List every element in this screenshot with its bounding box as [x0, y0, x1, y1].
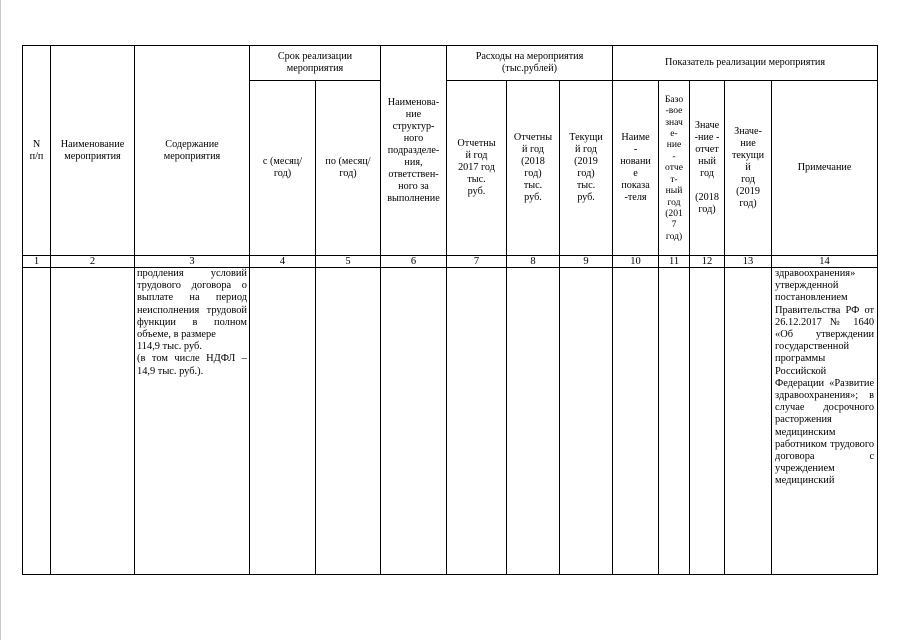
- header-expenses-2018: Отчетны й год (2018 год) тыс. руб.: [507, 81, 560, 256]
- header-indicator-2019: Значе- ние текущи й год (2019 год): [725, 81, 772, 256]
- header-measure-name: Наименование мероприятия: [51, 46, 135, 256]
- header-indicator-group: Показатель реализации мероприятия: [613, 46, 878, 81]
- header-term-from: с (месяц/ год): [250, 81, 316, 256]
- cell-note: здравоохранения» утвержденной постановлением Правительства РФ от 26.12.2017 № 1640 «Об утверждении государственной программы Российской Федерации «Развитие здравоохранения»; в случае досрочного расторжения медицинским работником трудового договора с учреждением медицинский: [772, 268, 878, 575]
- column-number: 7: [447, 256, 507, 268]
- header-responsible: Наименова- ние структур- ного подразделе- ния, ответствен- ного за выполнение: [381, 46, 447, 256]
- header-term-group: Срок реализации мероприятия: [250, 46, 381, 81]
- header-expenses-group: Расходы на мероприятия (тыс.рублей): [447, 46, 613, 81]
- column-number: 9: [560, 256, 613, 268]
- header-indicator-base: Базо -вое знач е- ние - отче т- ный год (201 7 год): [659, 81, 690, 256]
- column-number: 2: [51, 256, 135, 268]
- header-indicator-2018: Значе -ние - отчет ный год (2018 год): [690, 81, 725, 256]
- cell-indicator-base: [659, 268, 690, 575]
- header-measure-content: Содержание мероприятия: [135, 46, 250, 256]
- cell-indicator-2018: [690, 268, 725, 575]
- cell-measure-content: продления условий трудового договора о выплате на период неисполнения трудовой функции в полном объеме, в размере 114,9 тыс. руб. (в том числе НДФЛ – 14,9 тыс. руб.).: [135, 268, 250, 575]
- column-number: 12: [690, 256, 725, 268]
- column-number: 5: [316, 256, 381, 268]
- cell-measure-name: [51, 268, 135, 575]
- header-n: N п/п: [23, 46, 51, 256]
- header-expenses-2017: Отчетны й год 2017 год тыс. руб.: [447, 81, 507, 256]
- measures-table-sheet: [22, 45, 877, 580]
- table-row: [23, 268, 878, 575]
- column-number: 10: [613, 256, 659, 268]
- column-number: 6: [381, 256, 447, 268]
- header-term-to: по (месяц/ год): [316, 81, 381, 256]
- column-number: 11: [659, 256, 690, 268]
- cell-term-from: [250, 268, 316, 575]
- cell-n: [23, 268, 51, 575]
- cell-responsible: [381, 268, 447, 575]
- column-number-row: [23, 256, 878, 268]
- header-expenses-2019: Текущи й год (2019 год) тыс. руб.: [560, 81, 613, 256]
- cell-expenses-2017: [447, 268, 507, 575]
- column-number: 14: [772, 256, 878, 268]
- column-number: 4: [250, 256, 316, 268]
- cell-indicator-name: [613, 268, 659, 575]
- column-number: 8: [507, 256, 560, 268]
- measures-table: [22, 45, 878, 575]
- column-number: 1: [23, 256, 51, 268]
- cell-indicator-2019: [725, 268, 772, 575]
- header-note: Примечание: [772, 81, 878, 256]
- cell-term-to: [316, 268, 381, 575]
- page-edge-line: [0, 0, 1, 640]
- header-indicator-name: Наиме - новани е показа -теля: [613, 81, 659, 256]
- cell-expenses-2019: [560, 268, 613, 575]
- column-number: 13: [725, 256, 772, 268]
- column-number: 3: [135, 256, 250, 268]
- cell-expenses-2018: [507, 268, 560, 575]
